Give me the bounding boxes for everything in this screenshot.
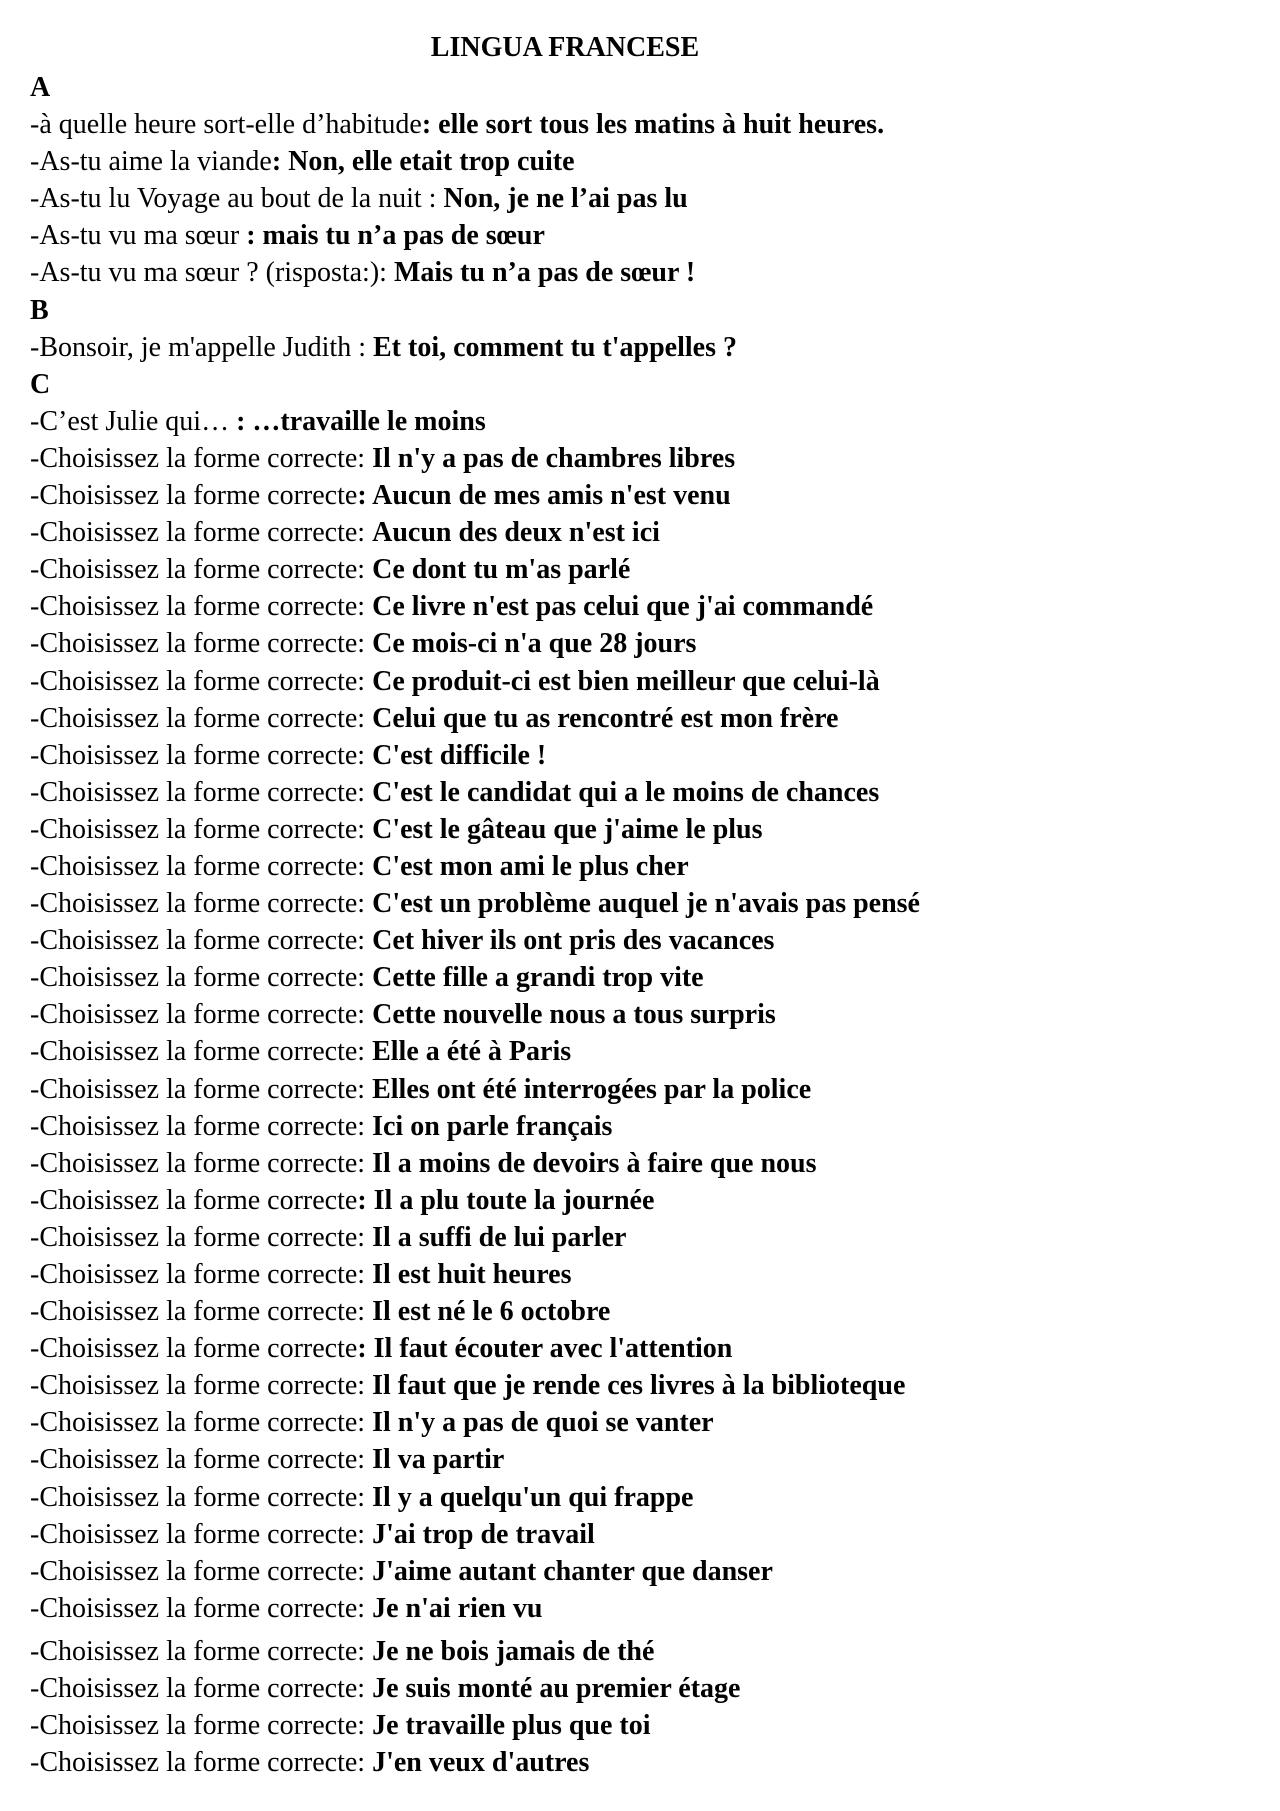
answer-text: C'est mon ami le plus cher xyxy=(372,850,689,882)
qa-line xyxy=(30,1516,1250,1553)
question-text: -As-tu vu ma sœur ? (risposta:): xyxy=(30,257,394,289)
question-text: -Choisissez la forme correcte: xyxy=(30,1592,373,1624)
answer-text: : …travaille le moins xyxy=(236,405,486,437)
answer-text: Il va partir xyxy=(372,1444,505,1476)
section-label-c: C xyxy=(30,368,51,400)
question-text: -Choisissez la forme correcte: xyxy=(30,1370,373,1402)
question-text: -Choisissez la forme correcte: xyxy=(30,1710,373,1742)
question-text: -Choisissez la forme correcte: xyxy=(30,1259,373,1290)
answer-text: Il a moins de devoirs à faire que nous xyxy=(372,1147,817,1179)
question-text: -Choisissez la forme correcte: xyxy=(30,517,373,549)
question-text: -As-tu vu ma sœur xyxy=(30,220,247,252)
answer-text: Cet hiver ils ont pris des vacances xyxy=(372,925,775,957)
qa-line xyxy=(30,588,1250,625)
qa-line xyxy=(30,663,1250,700)
question-text: -Choisissez la forme correcte: xyxy=(30,1518,373,1550)
qa-line xyxy=(30,737,1250,774)
question-text: -Choisissez la forme correcte: xyxy=(30,665,373,697)
answer-text: Il est huit heures xyxy=(372,1259,572,1290)
qa-line xyxy=(30,1033,1250,1070)
question-text: -Choisissez la forme correcte xyxy=(30,1333,358,1365)
question-text: -Choisissez la forme correcte: xyxy=(30,1444,373,1476)
question-text: -Choisissez la forme correcte: xyxy=(30,1673,373,1705)
answer-text: C'est difficile ! xyxy=(372,739,547,771)
section-label-b: B xyxy=(30,294,49,326)
answer-text: Celui que tu as rencontré est mon frère xyxy=(372,702,839,734)
answer-text: Il n'y a pas de quoi se vanter xyxy=(372,1407,714,1439)
qa-line xyxy=(30,1071,1250,1108)
question-text: -As-tu lu Voyage au bout de la nuit : xyxy=(30,183,444,215)
qa-line xyxy=(30,329,1250,366)
answer-text: : elle sort tous les matins à huit heures. xyxy=(421,109,885,141)
answer-text: Il n'y a pas de chambres libres xyxy=(372,442,736,474)
qa-line xyxy=(30,1744,1250,1781)
page-title: LINGUA FRANCESE xyxy=(430,32,700,63)
answer-text: Elles ont été interrogées par la police xyxy=(372,1073,812,1105)
answer-text: Ce dont tu m'as parlé xyxy=(372,554,631,586)
qa-line xyxy=(30,1553,1250,1590)
question-text: -Choisissez la forme correcte: xyxy=(30,1036,373,1068)
question-text: -Choisissez la forme correcte: xyxy=(30,442,373,474)
qa-line xyxy=(30,1707,1250,1744)
question-text: -Choisissez la forme correcte: xyxy=(30,1747,373,1779)
answer-text: Ici on parle français xyxy=(372,1110,613,1142)
answer-text: Cette fille a grandi trop vite xyxy=(372,962,704,994)
answer-text: Je ne bois jamais de thé xyxy=(372,1635,655,1667)
qa-line xyxy=(30,996,1250,1033)
answer-text: : mais tu n’a pas de sœur xyxy=(246,220,545,252)
answer-text: : Il faut écouter avec l'attention xyxy=(357,1333,733,1365)
qa-line xyxy=(30,885,1250,922)
question-text: -Choisissez la forme correcte: xyxy=(30,999,373,1031)
qa-line xyxy=(30,143,1250,180)
answer-text: C'est le candidat qui a le moins de chances xyxy=(372,776,880,808)
qa-line xyxy=(30,1330,1250,1367)
qa-list xyxy=(30,69,1250,1781)
qa-line xyxy=(30,551,1250,588)
answer-text: Non, je ne l’ai pas lu xyxy=(443,183,688,215)
qa-line xyxy=(30,1633,1250,1670)
question-text: -Bonsoir, je m'appelle Judith : xyxy=(30,331,373,363)
question-text: -Choisissez la forme correcte: xyxy=(30,850,373,882)
answer-text: Il faut que je rende ces livres à la biblioteque xyxy=(372,1370,906,1402)
answer-text: Cette nouvelle nous a tous surpris xyxy=(372,999,776,1031)
qa-line xyxy=(30,1590,1250,1627)
qa-line xyxy=(30,1367,1250,1404)
question-text: -Choisissez la forme correcte: xyxy=(30,1407,373,1439)
question-text: -Choisissez la forme correcte: xyxy=(30,739,373,771)
qa-line xyxy=(30,1479,1250,1516)
answer-text: Elle a été à Paris xyxy=(372,1036,572,1068)
question-text: -Choisissez la forme correcte: xyxy=(30,1221,373,1253)
qa-line xyxy=(30,848,1250,885)
answer-text: Et toi, comment tu t'appelles ? xyxy=(373,331,737,363)
question-text: -Choisissez la forme correcte: xyxy=(30,1073,373,1105)
qa-line xyxy=(30,1441,1250,1478)
qa-line xyxy=(30,514,1250,551)
qa-line xyxy=(30,1182,1250,1219)
answer-text: C'est le gâteau que j'aime le plus xyxy=(372,813,763,845)
qa-line xyxy=(30,1219,1250,1256)
question-text: -Choisissez la forme correcte: xyxy=(30,962,373,994)
qa-line xyxy=(30,403,1250,440)
qa-line xyxy=(30,625,1250,662)
qa-line xyxy=(30,811,1250,848)
answer-text: Ce mois-ci n'a que 28 jours xyxy=(372,628,697,660)
qa-line xyxy=(30,922,1250,959)
question-text: -Choisissez la forme correcte: xyxy=(30,1110,373,1142)
answer-text: Aucun des deux n'est ici xyxy=(372,517,660,549)
question-text: -à quelle heure sort-elle d’habitude xyxy=(30,109,422,141)
question-text: -Choisissez la forme correcte: xyxy=(30,628,373,660)
answer-text: Je suis monté au premier étage xyxy=(372,1673,741,1705)
qa-line xyxy=(30,1256,1250,1293)
answer-text: Il est né le 6 octobre xyxy=(372,1296,611,1328)
question-text: -As-tu aime la viande xyxy=(30,146,272,178)
qa-line xyxy=(30,1404,1250,1441)
question-text: -Choisissez la forme correcte: xyxy=(30,1296,373,1328)
qa-line xyxy=(30,440,1250,477)
answer-text: Mais tu n’a pas de sœur ! xyxy=(393,257,696,289)
question-text: -Choisissez la forme correcte: xyxy=(30,925,373,957)
qa-line xyxy=(30,1293,1250,1330)
qa-line xyxy=(30,1108,1250,1145)
answer-text: Je n'ai rien vu xyxy=(372,1592,543,1624)
question-text: -Choisissez la forme correcte: xyxy=(30,888,373,920)
qa-line xyxy=(30,254,1250,291)
answer-text: : Aucun de mes amis n'est venu xyxy=(357,480,731,512)
qa-line xyxy=(30,180,1250,217)
qa-line xyxy=(30,217,1250,254)
question-text: -Choisissez la forme correcte: xyxy=(30,591,373,623)
answer-text: Ce produit-ci est bien meilleur que celui-là xyxy=(372,665,880,697)
answer-text: Il a suffi de lui parler xyxy=(372,1221,627,1253)
answer-text: Il y a quelqu'un qui frappe xyxy=(372,1481,694,1513)
answer-text: : Non, elle etait trop cuite xyxy=(271,146,575,178)
answer-text: Je travaille plus que toi xyxy=(372,1710,651,1742)
answer-text: C'est un problème auquel je n'avais pas pensé xyxy=(372,888,920,920)
qa-line xyxy=(30,959,1250,996)
qa-line xyxy=(30,1145,1250,1182)
question-text: -Choisissez la forme correcte: xyxy=(30,1147,373,1179)
question-text: -Choisissez la forme correcte: xyxy=(30,702,373,734)
question-text: -Choisissez la forme correcte: xyxy=(30,1481,373,1513)
answer-text: J'ai trop de travail xyxy=(372,1518,595,1550)
question-text: -Choisissez la forme correcte xyxy=(30,480,358,512)
question-text: -Choisissez la forme correcte: xyxy=(30,813,373,845)
qa-line xyxy=(30,477,1250,514)
question-text: -C’est Julie qui… xyxy=(30,405,237,437)
qa-line xyxy=(30,1670,1250,1707)
question-text: -Choisissez la forme correcte: xyxy=(30,554,373,586)
question-text: -Choisissez la forme correcte: xyxy=(30,1555,373,1587)
qa-line xyxy=(30,106,1250,143)
answer-text: Ce livre n'est pas celui que j'ai commandé xyxy=(372,591,874,623)
section-label-a: A xyxy=(30,72,51,103)
answer-text: : Il a plu toute la journée xyxy=(357,1184,655,1216)
qa-line xyxy=(30,774,1250,811)
question-text: -Choisissez la forme correcte: xyxy=(30,1635,373,1667)
question-text: -Choisissez la forme correcte: xyxy=(30,776,373,808)
answer-text: J'aime autant chanter que danser xyxy=(372,1555,773,1587)
answer-text: J'en veux d'autres xyxy=(372,1747,590,1779)
qa-line xyxy=(30,700,1250,737)
question-text: -Choisissez la forme correcte xyxy=(30,1184,358,1216)
